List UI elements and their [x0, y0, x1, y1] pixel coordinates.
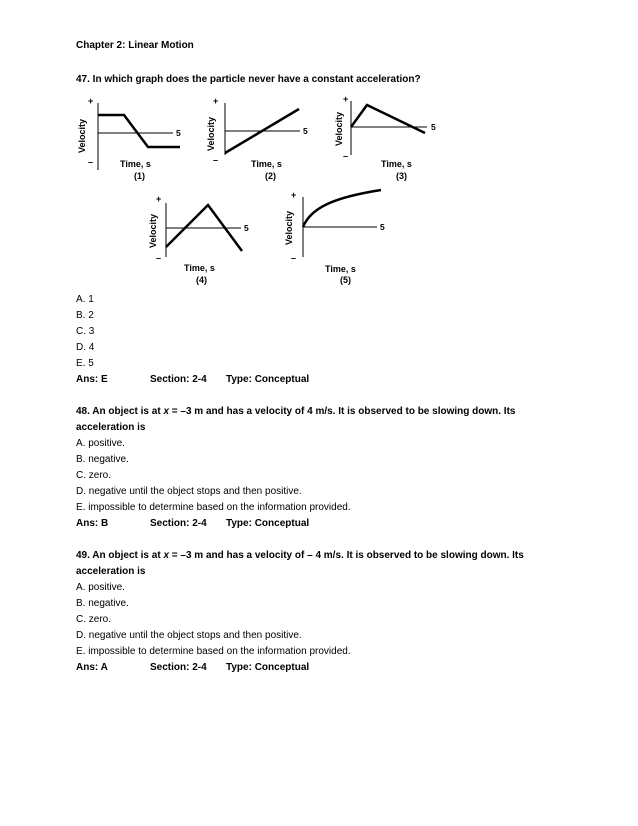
q49-type: Type: Conceptual	[226, 662, 310, 673]
q49-option-a: A. positive.	[76, 582, 125, 593]
q48-question-line2: acceleration is	[76, 422, 146, 433]
q49-option-e: E. impossible to determine based on the information provided.	[76, 646, 351, 657]
graph-3-caption: (3)	[396, 171, 407, 181]
graph-3-plus: +	[343, 94, 349, 104]
chapter-title: Chapter 2: Linear Motion	[76, 40, 194, 51]
graph-2-tick: 5	[303, 126, 308, 136]
graph-4-xlabel: Time, s	[184, 263, 215, 273]
q47-type: Type: Conceptual	[226, 374, 310, 385]
graph-1-minus: –	[88, 157, 94, 167]
q47-answer: Ans: E	[76, 374, 108, 385]
graph-1-ylabel: Velocity	[77, 118, 87, 153]
q47-section: Section: 2-4	[150, 374, 207, 385]
graph-3-xlabel: Time, s	[381, 159, 412, 169]
graph-3-minus: –	[343, 151, 349, 161]
graph-2-xlabel: Time, s	[251, 159, 282, 169]
graph-4-tick: 5	[244, 223, 249, 233]
graph-5-minus: –	[291, 253, 297, 263]
q48-option-a: A. positive.	[76, 438, 125, 449]
q48-type: Type: Conceptual	[226, 518, 310, 529]
q49-question-line1: 49. An object is at x = –3 m and has a velocity of – 4 m/s. It is observed to be slowing down. Its	[76, 550, 524, 561]
q47-option-a: A. 1	[76, 294, 94, 305]
graph-1-caption: (1)	[134, 171, 145, 181]
graph-5-xlabel: Time, s	[325, 264, 356, 274]
graph-3-tick: 5	[431, 122, 436, 132]
q49-answer: Ans: A	[76, 662, 108, 673]
graph-5-tick: 5	[380, 222, 385, 232]
graph-5-curve	[303, 190, 381, 227]
graph-4-ylabel: Velocity	[148, 213, 158, 248]
graph-4-caption: (4)	[196, 275, 207, 285]
q48-option-c: C. zero.	[76, 470, 112, 481]
q47-option-e: E. 5	[76, 358, 94, 369]
graph-5-ylabel: Velocity	[284, 210, 294, 245]
graph-2-plus: +	[213, 96, 219, 106]
graph-5	[281, 185, 401, 285]
q49-option-c: C. zero.	[76, 614, 112, 625]
q48-question-line1: 48. An object is at x = –3 m and has a velocity of 4 m/s. It is observed to be slowing down. Its	[76, 406, 516, 417]
q48-answer: Ans: B	[76, 518, 109, 529]
graph-4	[146, 193, 261, 288]
graph-1-tick: 5	[176, 128, 181, 138]
graph-3	[333, 93, 448, 183]
q49-section: Section: 2-4	[150, 662, 207, 673]
graph-4-minus: –	[156, 253, 162, 263]
q48-option-e: E. impossible to determine based on the information provided.	[76, 502, 351, 513]
q47-option-d: D. 4	[76, 342, 95, 353]
graph-3-ylabel: Velocity	[334, 111, 344, 146]
q47-question: 47. In which graph does the particle never have a constant acceleration?	[76, 74, 421, 85]
graph-1-plus: +	[88, 96, 94, 106]
q48-option-d: D. negative until the object stops and then positive.	[76, 486, 302, 497]
graph-2	[203, 95, 318, 185]
graph-1-xlabel: Time, s	[120, 159, 151, 169]
graph-2-caption: (2)	[265, 171, 276, 181]
graph-5-caption: (5)	[340, 275, 351, 285]
q48-section: Section: 2-4	[150, 518, 207, 529]
q48-option-b: B. negative.	[76, 454, 129, 465]
q49-option-d: D. negative until the object stops and then positive.	[76, 630, 302, 641]
q49-option-b: B. negative.	[76, 598, 129, 609]
graph-3-curve	[351, 105, 425, 133]
graph-4-plus: +	[156, 194, 162, 204]
graph-5-plus: +	[291, 190, 297, 200]
graph-2-ylabel: Velocity	[206, 116, 216, 151]
q47-option-b: B. 2	[76, 310, 94, 321]
graph-2-minus: –	[213, 155, 219, 165]
graph-1	[78, 95, 193, 185]
q47-option-c: C. 3	[76, 326, 95, 337]
q49-question-line2: acceleration is	[76, 566, 146, 577]
graph-1-curve	[98, 115, 180, 147]
